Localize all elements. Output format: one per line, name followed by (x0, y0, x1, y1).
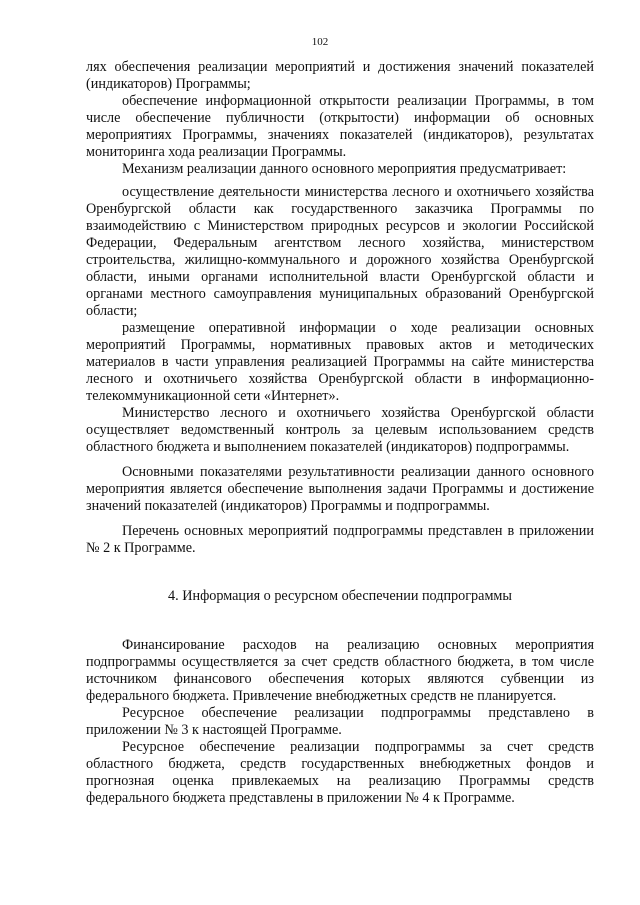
paragraph-ministry-control: Министерство лесного и охотничьего хозяйства Оренбургской области осуществляет ведомственный контроль за целевым использованием средств областного бюджета и выполнением показателей (индикаторов) подпрограммы. (86, 405, 594, 455)
paragraph-mechanism-intro: Механизм реализации данного основного мероприятия предусматривает: (122, 161, 567, 177)
paragraph-performance-indicators: Основными показателями результативности реализации данного основного мероприятия является обеспечение выполнения задачи Программы и достижение значений показателей (индикаторов) Программы и подпрограммы. (86, 464, 594, 514)
page-number: 102 (311, 36, 329, 48)
page-body (86, 59, 594, 807)
paragraph-info-openness: обеспечение информационной открытости реализации Программы, в том числе обеспечение публичности (открытости) информации об основных мероприятиях Программы, значениях показателей (индикаторов), результатах мониторинга хода реализации Программы. (86, 93, 594, 160)
paragraph-activities-list: Перечень основных мероприятий подпрограммы представлен в приложении № 2 к Программе. (86, 523, 594, 556)
paragraph-financing: Финансирование расходов на реализацию основных мероприятия подпрограммы осуществляется за счет средств областного бюджета, в том числе источником финансового обеспечения которых являются субвенции из федерального бюджета. Привлечение внебюджетных средств не планируется. (86, 637, 594, 704)
section-heading: 4. Информация о ресурсном обеспечении подпрограммы (168, 588, 512, 604)
paragraph-resource-appendix-4: Ресурсное обеспечение реализации подпрограммы за счет средств областного бюджета, средств государственных внебюджетных фондов и прогнозная оценка привлекаемых на реализацию Программы средств федерального бюджета представлены в приложении № 4 к Программе. (86, 739, 594, 806)
paragraph-ministry-activity: осуществление деятельности министерства лесного и охотничьего хозяйства Оренбургской области как государственного заказчика Программы по взаимодействию с Министерством природных ресурсов и экологии Российской Федерации, Федеральным агентством лесного хозяйства, министерством строительства, жилищно-коммунального и дорожного хозяйства Оренбургской области, иными органами исполнительной власти Оренбургской области и органами местного самоуправления муниципальных образований Оренбургской области; (86, 184, 594, 319)
paragraph-info-placement: размещение оперативной информации о ходе реализации основных мероприятий Программы, нормативных правовых актов и методических материалов в части управления реализацией Программы на сайте министерства лесного и охотничьего хозяйства Оренбургской области в информационно-телекоммуникационной сети «Интернет». (86, 320, 594, 404)
paragraph-continuation: лях обеспечения реализации мероприятий и достижения значений показателей (индикаторов) Программы; (86, 59, 594, 92)
paragraph-resource-appendix-3: Ресурсное обеспечение реализации подпрограммы представлено в приложении № 3 к настоящей Программе. (86, 705, 594, 738)
